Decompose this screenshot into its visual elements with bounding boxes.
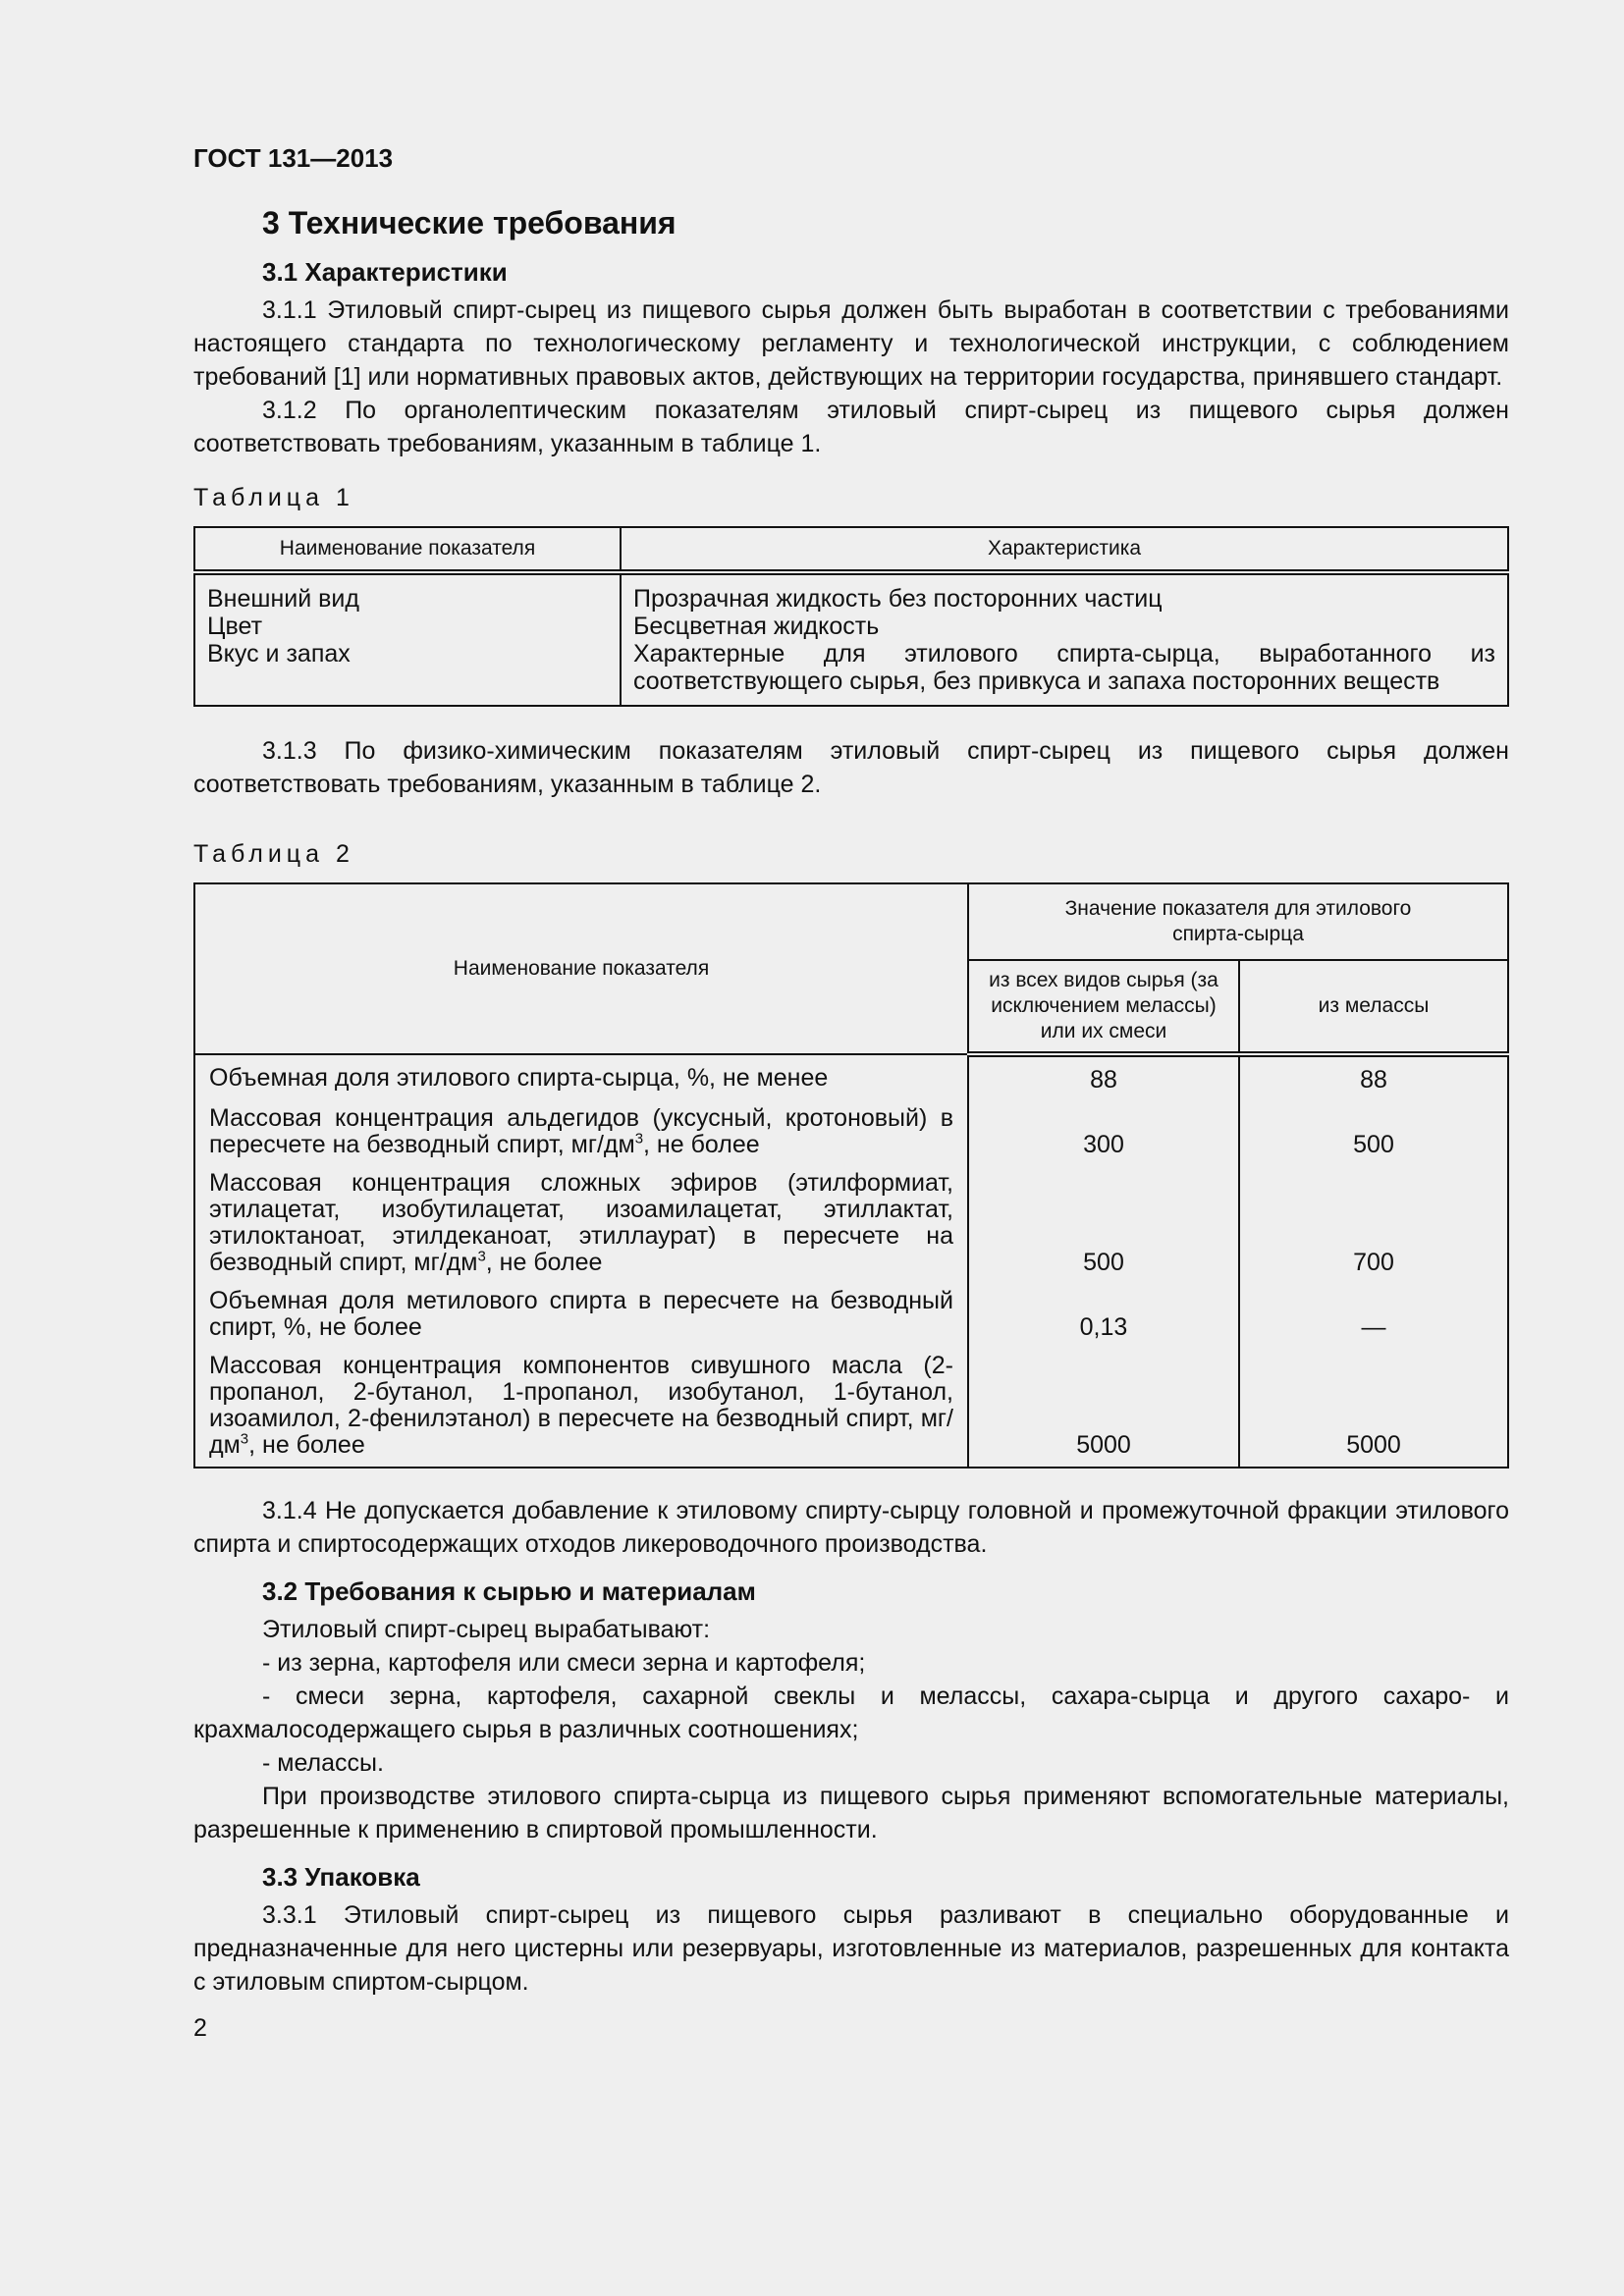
paragraph-3-1-2: 3.1.2 По органолептическим показателям этиловый спирт-сырец из пищевого сырья должен соответствовать требованиям, указанным в таблице 1. — [193, 397, 1509, 457]
table-2 — [193, 882, 1509, 1468]
table-2-caption: Таблица 2 — [193, 840, 354, 868]
row-value-all: 0,13 — [968, 1282, 1239, 1347]
row-value-molasses: — — [1239, 1282, 1508, 1347]
row-name: Массовая концентрация сложных эфиров (этилформиат, этилацетат, изобутилацетат, изоамилацетат, этиллактат, этилоктаноат, этилдеканоат, этиллаурат) в пересчете на безводный спирт, $мг/дм^3$, не более — [194, 1164, 968, 1282]
table-1-header-characteristic: Характеристика — [621, 527, 1508, 572]
raw-materials-list — [193, 1613, 1509, 1780]
document-header: ГОСТ 131—2013 — [193, 143, 394, 173]
table-row — [194, 1164, 1508, 1282]
table-1-names-cell — [194, 572, 621, 706]
row-value-molasses: 700 — [1239, 1164, 1508, 1282]
row-value-all: 5000 — [968, 1347, 1239, 1468]
row-name: Массовая концентрация компонентов сивушного масла (2-пропанол, 2-бутанол, 1-пропанол, изобутанол, 1-бутанол, изоамилол, 2-фенилэтанол) в пересчете на безводный спирт, $мг/дм^3$, не более — [194, 1347, 968, 1468]
row-value-all: 300 — [968, 1099, 1239, 1164]
row-name: Объемная доля метилового спирта в пересчете на безводный спирт, %, не более — [194, 1282, 968, 1347]
row-value-molasses: 88 — [1239, 1054, 1508, 1099]
list-intro: Этиловый спирт-сырец вырабатывают: — [262, 1616, 711, 1643]
table-2-header-name: Наименование показателя — [194, 883, 968, 1054]
row-value-all: 500 — [968, 1164, 1239, 1282]
paragraph-3-2: При производстве этилового спирта-сырца из пищевого сырья применяют вспомогательные материалы, разрешенные к применению в спиртовой промышленности. — [193, 1783, 1509, 1843]
page-number: 2 — [193, 2014, 207, 2042]
table-1-values-cell — [621, 572, 1508, 706]
row-name: Массовая концентрация альдегидов (уксусный, кротоновый) в пересчете на безводный спирт, $мг/дм^3$, не более — [194, 1099, 968, 1164]
table-1-caption: Таблица 1 — [193, 484, 354, 511]
table-1-name: Вкус и запах — [207, 640, 351, 667]
subsection-title-3-1: 3.1 Характеристики — [262, 257, 508, 287]
table-1 — [193, 526, 1509, 707]
paragraph-3-3-1: 3.3.1 Этиловый спирт-сырец из пищевого сырья разливают в специально оборудованные и предназначенные для него цистерны или резервуары, изготовленные из материалов, разрешенных для контакта с этиловым спиртом-сырцом. — [193, 1901, 1509, 1996]
table-2-header-molasses: из мелассы — [1239, 960, 1508, 1054]
table-row — [194, 1099, 1508, 1164]
table-row — [194, 1282, 1508, 1347]
table-1-value: Бесцветная жидкость — [633, 613, 880, 640]
row-value-molasses: 500 — [1239, 1099, 1508, 1164]
table-1-value: Характерные для этилового спирта-сырца, выработанного из соответствующего сырья, без привкуса и запаха посторонних веществ — [633, 640, 1495, 695]
table-1-header-name: Наименование показателя — [194, 527, 621, 572]
list-item: - смеси зерна, картофеля, сахарной свеклы и мелассы, сахара-сырца и другого сахаро- и крахмалосодержащего сырья в различных соотношениях; — [193, 1682, 1509, 1743]
subsection-title-3-3: 3.3 Упаковка — [262, 1862, 420, 1892]
table-1-value: Прозрачная жидкость без посторонних частиц — [633, 585, 1163, 613]
paragraph-3-1-1: 3.1.1 Этиловый спирт-сырец из пищевого сырья должен быть выработан в соответствии с требованиями настоящего стандарта по технологическому регламенту и технологической инструкции, с соблюдением требований [1] или нормативных правовых актов, действующих на территории государства, принявшего стандарт. — [193, 296, 1509, 391]
table-row — [194, 1347, 1508, 1468]
row-value-molasses: 5000 — [1239, 1347, 1508, 1468]
paragraph-3-1-3: 3.1.3 По физико-химическим показателям этиловый спирт-сырец из пищевого сырья должен соответствовать требованиям, указанным в таблице 2. — [193, 737, 1509, 798]
subsection-title-3-2: 3.2 Требования к сырью и материалам — [262, 1576, 756, 1606]
list-item: - мелассы. — [262, 1749, 384, 1777]
table-row — [194, 1054, 1508, 1099]
page-content — [193, 143, 1509, 2043]
table-1-name: Цвет — [207, 613, 263, 640]
list-item: - из зерна, картофеля или смеси зерна и картофеля; — [262, 1649, 866, 1677]
table-1-name: Внешний вид — [207, 585, 359, 613]
paragraph-3-1-4: 3.1.4 Не допускается добавление к этиловому спирту-сырцу головной и промежуточной фракции этилового спирта и спиртосодержащих отходов ликероводочного производства. — [193, 1497, 1509, 1558]
section-title: 3 Технические требования — [262, 205, 677, 240]
table-2-header-all-raw: из всех видов сырья (за исключением мелассы) или их смеси — [968, 960, 1239, 1054]
row-name: Объемная доля этилового спирта-сырца, %, не менее — [194, 1054, 968, 1099]
row-value-all: 88 — [968, 1054, 1239, 1099]
table-2-header-group: Значение показателя для этилового спирта-сырца — [968, 883, 1508, 960]
